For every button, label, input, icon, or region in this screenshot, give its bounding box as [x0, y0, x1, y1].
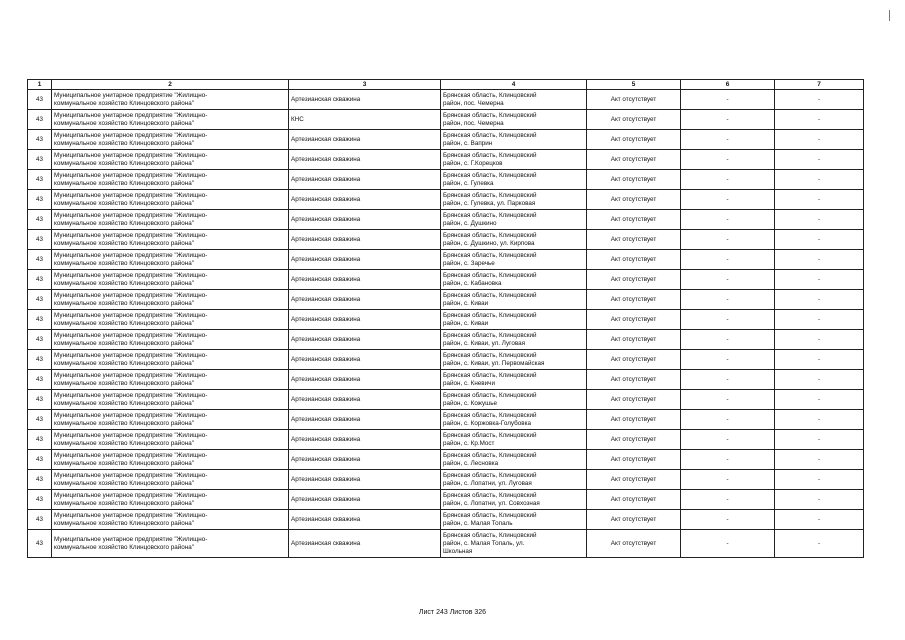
organization-cell [52, 270, 289, 290]
row-number-cell: 43 [28, 390, 52, 410]
act-status-cell: Акт отсутствует [587, 270, 681, 290]
organization-cell [52, 310, 289, 330]
address-cell [441, 450, 587, 470]
column-6-cell: - [681, 530, 775, 558]
address-cell [441, 90, 587, 110]
organization-line: Муниципальное унитарное предприятие "Жилищно- [54, 471, 208, 479]
address-line: район, с. Киваи [443, 299, 489, 307]
column-6-cell: - [681, 370, 775, 390]
object-type-cell: Артезианская скважина [289, 170, 441, 190]
address-line: район, с. Душкино, ул. Кирпова [443, 239, 535, 247]
object-type-cell: Артезианская скважина [289, 510, 441, 530]
object-type-cell: Артезианская скважина [289, 270, 441, 290]
act-status-cell: Акт отсутствует [587, 470, 681, 490]
column-7-cell: - [775, 350, 864, 370]
column-7-cell: - [775, 190, 864, 210]
object-type-cell: Артезианская скважина [289, 290, 441, 310]
act-status-cell: Акт отсутствует [587, 170, 681, 190]
act-status-cell: Акт отсутствует [587, 510, 681, 530]
act-status-cell: Акт отсутствует [587, 210, 681, 230]
act-status-cell: Акт отсутствует [587, 530, 681, 558]
object-type-cell: Артезианская скважина [289, 430, 441, 450]
column-6-cell: - [681, 310, 775, 330]
organization-cell [52, 210, 289, 230]
organization-cell [52, 290, 289, 310]
act-status-cell: Акт отсутствует [587, 370, 681, 390]
object-type-cell: Артезианская скважина [289, 470, 441, 490]
organization-line: коммунальное хозяйство Клинцовского района" [54, 399, 195, 407]
address-cell [441, 110, 587, 130]
address-line: Брянская область, Клинцовский [443, 391, 537, 399]
organization-line: коммунальное хозяйство Клинцовского района" [54, 479, 195, 487]
column-header: 6 [681, 80, 775, 90]
address-line: Брянская область, Клинцовский [443, 491, 537, 499]
column-6-cell: - [681, 110, 775, 130]
organization-line: Муниципальное унитарное предприятие "Жилищно- [54, 391, 208, 399]
row-number-cell: 43 [28, 470, 52, 490]
organization-line: Муниципальное унитарное предприятие "Жилищно- [54, 371, 208, 379]
address-line: район, с. Киваи, ул. Первомайская [443, 359, 545, 367]
column-7-cell: - [775, 170, 864, 190]
column-6-cell: - [681, 290, 775, 310]
column-7-cell: - [775, 130, 864, 150]
address-line: район, с. Лопатни, ул. Луговая [443, 479, 532, 487]
address-line: Брянская область, Клинцовский [443, 111, 537, 119]
column-header: 7 [775, 80, 864, 90]
column-header: 2 [52, 80, 289, 90]
column-6-cell: - [681, 90, 775, 110]
column-7-cell: - [775, 470, 864, 490]
table-row [28, 390, 864, 410]
column-6-cell: - [681, 270, 775, 290]
table-row [28, 490, 864, 510]
organization-cell [52, 490, 289, 510]
address-line: Брянская область, Клинцовский [443, 531, 537, 539]
organization-line: коммунальное хозяйство Клинцовского района" [54, 199, 195, 207]
row-number-cell: 43 [28, 450, 52, 470]
organization-line: коммунальное хозяйство Клинцовского района" [54, 99, 195, 107]
address-cell [441, 390, 587, 410]
organization-line: Муниципальное унитарное предприятие "Жилищно- [54, 231, 208, 239]
column-7-cell: - [775, 390, 864, 410]
organization-cell [52, 430, 289, 450]
address-line: Брянская область, Клинцовский [443, 291, 537, 299]
column-7-cell: - [775, 490, 864, 510]
column-6-cell: - [681, 210, 775, 230]
address-cell [441, 430, 587, 450]
table-row [28, 430, 864, 450]
column-header: 5 [587, 80, 681, 90]
column-6-cell: - [681, 230, 775, 250]
column-7-cell: - [775, 230, 864, 250]
organization-line: Муниципальное унитарное предприятие "Жилищно- [54, 151, 208, 159]
act-status-cell: Акт отсутствует [587, 110, 681, 130]
column-7-cell: - [775, 110, 864, 130]
row-number-cell: 43 [28, 270, 52, 290]
column-7-cell: - [775, 370, 864, 390]
address-line: Брянская область, Клинцовский [443, 191, 537, 199]
act-status-cell: Акт отсутствует [587, 490, 681, 510]
column-6-cell: - [681, 510, 775, 530]
organization-line: Муниципальное унитарное предприятие "Жилищно- [54, 511, 208, 519]
address-cell [441, 190, 587, 210]
object-type-cell: Артезианская скважина [289, 190, 441, 210]
address-line: Школьная [443, 547, 473, 555]
column-6-cell: - [681, 450, 775, 470]
column-7-cell: - [775, 510, 864, 530]
address-line: район, пос. Чемерна [443, 119, 504, 127]
address-cell [441, 230, 587, 250]
object-type-cell: Артезианская скважина [289, 310, 441, 330]
row-number-cell: 43 [28, 510, 52, 530]
row-number-cell: 43 [28, 130, 52, 150]
address-cell [441, 270, 587, 290]
act-status-cell: Акт отсутствует [587, 410, 681, 430]
address-cell [441, 250, 587, 270]
address-cell [441, 290, 587, 310]
row-number-cell: 43 [28, 250, 52, 270]
table-row [28, 330, 864, 350]
column-7-cell: - [775, 270, 864, 290]
row-number-cell: 43 [28, 290, 52, 310]
row-number-cell: 43 [28, 310, 52, 330]
organization-line: Муниципальное унитарное предприятие "Жилищно- [54, 431, 208, 439]
address-cell [441, 470, 587, 490]
object-type-cell: Артезианская скважина [289, 370, 441, 390]
address-cell [441, 370, 587, 390]
organization-line: Муниципальное унитарное предприятие "Жилищно- [54, 411, 208, 419]
address-line: район, с. Коржовка-Голубовка [443, 419, 531, 427]
column-6-cell: - [681, 250, 775, 270]
organization-line: коммунальное хозяйство Клинцовского района" [54, 543, 195, 551]
header-row [28, 80, 864, 90]
address-line: район, с. Киваи, ул. Луговая [443, 339, 526, 347]
row-number-cell: 43 [28, 430, 52, 450]
column-7-cell: - [775, 310, 864, 330]
address-line: район, с. Лесновка [443, 459, 499, 467]
organization-line: Муниципальное унитарное предприятие "Жилищно- [54, 291, 208, 299]
object-type-cell: Артезианская скважина [289, 250, 441, 270]
object-type-cell: Артезианская скважина [289, 90, 441, 110]
address-line: Брянская область, Клинцовский [443, 411, 537, 419]
column-6-cell: - [681, 150, 775, 170]
organization-line: коммунальное хозяйство Клинцовского района" [54, 319, 195, 327]
table-row [28, 90, 864, 110]
address-cell [441, 410, 587, 430]
organization-line: коммунальное хозяйство Клинцовского района" [54, 439, 195, 447]
table-row [28, 370, 864, 390]
organization-line: коммунальное хозяйство Клинцовского района" [54, 119, 195, 127]
address-line: Брянская область, Клинцовский [443, 131, 537, 139]
address-line: район, с. Душкино [443, 219, 497, 227]
act-status-cell: Акт отсутствует [587, 330, 681, 350]
column-6-cell: - [681, 430, 775, 450]
column-7-cell: - [775, 90, 864, 110]
organization-cell [52, 530, 289, 558]
object-type-cell: Артезианская скважина [289, 130, 441, 150]
organization-cell [52, 230, 289, 250]
table-row [28, 110, 864, 130]
organization-line: коммунальное хозяйство Клинцовского района" [54, 239, 195, 247]
act-status-cell: Акт отсутствует [587, 310, 681, 330]
organization-line: Муниципальное унитарное предприятие "Жилищно- [54, 251, 208, 259]
organization-cell [52, 510, 289, 530]
column-6-cell: - [681, 410, 775, 430]
object-type-cell: Артезианская скважина [289, 390, 441, 410]
act-status-cell: Акт отсутствует [587, 90, 681, 110]
address-line: Брянская область, Клинцовский [443, 151, 537, 159]
address-cell [441, 530, 587, 558]
edge-mark [889, 10, 890, 21]
table-row [28, 130, 864, 150]
row-number-cell: 43 [28, 230, 52, 250]
organization-line: Муниципальное унитарное предприятие "Жилищно- [54, 451, 208, 459]
act-status-cell: Акт отсутствует [587, 150, 681, 170]
table-row [28, 450, 864, 470]
organization-line: коммунальное хозяйство Клинцовского района" [54, 339, 195, 347]
column-7-cell: - [775, 250, 864, 270]
address-line: Брянская область, Клинцовский [443, 271, 537, 279]
address-line: район, с. Гулевка, ул. Парковая [443, 199, 536, 207]
column-header: 1 [28, 80, 52, 90]
object-type-cell: Артезианская скважина [289, 450, 441, 470]
address-line: Брянская область, Клинцовский [443, 371, 537, 379]
act-status-cell: Акт отсутствует [587, 230, 681, 250]
column-6-cell: - [681, 190, 775, 210]
table-row [28, 210, 864, 230]
organization-line: Муниципальное унитарное предприятие "Жилищно- [54, 131, 208, 139]
organization-line: Муниципальное унитарное предприятие "Жилищно- [54, 491, 208, 499]
address-line: район, с. Кожушье [443, 399, 498, 407]
object-type-cell: Артезианская скважина [289, 230, 441, 250]
address-line: Брянская область, Клинцовский [443, 171, 537, 179]
column-header: 3 [289, 80, 441, 90]
register-table [27, 79, 864, 558]
address-line: Брянская область, Клинцовский [443, 251, 537, 259]
column-6-cell: - [681, 330, 775, 350]
object-type-cell: Артезианская скважина [289, 210, 441, 230]
table-row [28, 150, 864, 170]
object-type-cell: Артезианская скважина [289, 530, 441, 558]
column-7-cell: - [775, 530, 864, 558]
row-number-cell: 43 [28, 110, 52, 130]
organization-cell [52, 470, 289, 490]
address-line: район, с. Лопатни, ул. Совхозная [443, 499, 540, 507]
address-line: район, с. Ваприн [443, 139, 493, 147]
organization-line: Муниципальное унитарное предприятие "Жилищно- [54, 111, 208, 119]
organization-cell [52, 450, 289, 470]
organization-line: коммунальное хозяйство Клинцовского района" [54, 299, 195, 307]
table-row [28, 230, 864, 250]
organization-cell [52, 250, 289, 270]
organization-cell [52, 330, 289, 350]
organization-line: коммунальное хозяйство Клинцовского района" [54, 459, 195, 467]
organization-line: коммунальное хозяйство Клинцовского района" [54, 259, 195, 267]
address-line: Брянская область, Клинцовский [443, 351, 537, 359]
address-line: район, с. Киваи [443, 319, 489, 327]
column-6-cell: - [681, 130, 775, 150]
object-type-cell: Артезианская скважина [289, 410, 441, 430]
table-row [28, 170, 864, 190]
act-status-cell: Акт отсутствует [587, 130, 681, 150]
address-cell [441, 350, 587, 370]
address-line: Брянская область, Клинцовский [443, 431, 537, 439]
column-7-cell: - [775, 430, 864, 450]
organization-line: коммунальное хозяйство Клинцовского района" [54, 379, 195, 387]
column-6-cell: - [681, 490, 775, 510]
address-cell [441, 170, 587, 190]
organization-line: Муниципальное унитарное предприятие "Жилищно- [54, 171, 208, 179]
address-cell [441, 210, 587, 230]
address-line: Брянская область, Клинцовский [443, 211, 537, 219]
organization-line: коммунальное хозяйство Клинцовского района" [54, 499, 195, 507]
row-number-cell: 43 [28, 410, 52, 430]
address-cell [441, 490, 587, 510]
organization-cell [52, 190, 289, 210]
address-cell [441, 150, 587, 170]
column-6-cell: - [681, 170, 775, 190]
object-type-cell: Артезианская скважина [289, 350, 441, 370]
address-line: Брянская область, Клинцовский [443, 231, 537, 239]
table-row [28, 410, 864, 430]
page-footer: Лист 243 Листов 326 [418, 609, 487, 616]
row-number-cell: 43 [28, 210, 52, 230]
address-line: район, с. Малая Топаль, ул. [443, 539, 525, 547]
address-line: район, с. Заречье [443, 259, 495, 267]
organization-cell [52, 410, 289, 430]
table-row [28, 250, 864, 270]
column-header: 4 [441, 80, 587, 90]
row-number-cell: 43 [28, 530, 52, 558]
column-7-cell: - [775, 150, 864, 170]
table-row [28, 510, 864, 530]
organization-line: Муниципальное унитарное предприятие "Жилищно- [54, 311, 208, 319]
organization-cell [52, 390, 289, 410]
column-7-cell: - [775, 410, 864, 430]
object-type-cell: Артезианская скважина [289, 150, 441, 170]
address-line: Брянская область, Клинцовский [443, 91, 537, 99]
column-7-cell: - [775, 450, 864, 470]
row-number-cell: 43 [28, 370, 52, 390]
address-line: Брянская область, Клинцовский [443, 511, 537, 519]
table-row [28, 530, 864, 558]
act-status-cell: Акт отсутствует [587, 390, 681, 410]
act-status-cell: Акт отсутствует [587, 430, 681, 450]
organization-cell [52, 90, 289, 110]
object-type-cell: КНС [289, 110, 441, 130]
address-cell [441, 310, 587, 330]
table-row [28, 310, 864, 330]
organization-cell [52, 170, 289, 190]
address-line: район, с. Гулевка [443, 179, 494, 187]
address-line: Брянская область, Клинцовский [443, 471, 537, 479]
act-status-cell: Акт отсутствует [587, 190, 681, 210]
address-line: Брянская область, Клинцовский [443, 451, 537, 459]
address-line: район, с. Г.Корецков [443, 159, 503, 167]
column-6-cell: - [681, 470, 775, 490]
table-row [28, 270, 864, 290]
address-line: Брянская область, Клинцовский [443, 331, 537, 339]
row-number-cell: 43 [28, 330, 52, 350]
table-row [28, 350, 864, 370]
organization-cell [52, 150, 289, 170]
organization-line: коммунальное хозяйство Клинцовского района" [54, 159, 195, 167]
address-cell [441, 510, 587, 530]
organization-cell [52, 370, 289, 390]
object-type-cell: Артезианская скважина [289, 330, 441, 350]
act-status-cell: Акт отсутствует [587, 350, 681, 370]
address-line: район, с. Малая Топаль [443, 519, 513, 527]
row-number-cell: 43 [28, 350, 52, 370]
organization-line: Муниципальное унитарное предприятие "Жилищно- [54, 191, 208, 199]
organization-line: Муниципальное унитарное предприятие "Жилищно- [54, 331, 208, 339]
table-row [28, 190, 864, 210]
address-line: Брянская область, Клинцовский [443, 311, 537, 319]
organization-line: Муниципальное унитарное предприятие "Жилищно- [54, 271, 208, 279]
organization-line: коммунальное хозяйство Клинцовского района" [54, 279, 195, 287]
address-line: район, с. Кр.Мост [443, 439, 495, 447]
organization-line: коммунальное хозяйство Клинцовского района" [54, 179, 195, 187]
organization-line: Муниципальное унитарное предприятие "Жилищно- [54, 91, 208, 99]
row-number-cell: 43 [28, 490, 52, 510]
organization-line: Муниципальное унитарное предприятие "Жилищно- [54, 351, 208, 359]
organization-line: коммунальное хозяйство Клинцовского района" [54, 519, 195, 527]
object-type-cell: Артезианская скважина [289, 490, 441, 510]
row-number-cell: 43 [28, 170, 52, 190]
act-status-cell: Акт отсутствует [587, 450, 681, 470]
column-7-cell: - [775, 330, 864, 350]
act-status-cell: Акт отсутствует [587, 250, 681, 270]
column-7-cell: - [775, 210, 864, 230]
row-number-cell: 43 [28, 90, 52, 110]
organization-line: Муниципальное унитарное предприятие "Жилищно- [54, 211, 208, 219]
column-7-cell: - [775, 290, 864, 310]
organization-line: Муниципальное унитарное предприятие "Жилищно- [54, 535, 208, 543]
act-status-cell: Акт отсутствует [587, 290, 681, 310]
organization-line: коммунальное хозяйство Клинцовского района" [54, 419, 195, 427]
organization-line: коммунальное хозяйство Клинцовского района" [54, 219, 195, 227]
row-number-cell: 43 [28, 150, 52, 170]
address-cell [441, 330, 587, 350]
address-cell [441, 130, 587, 150]
address-line: район, с. Кневичи [443, 379, 495, 387]
organization-cell [52, 350, 289, 370]
column-6-cell: - [681, 350, 775, 370]
table-row [28, 470, 864, 490]
row-number-cell: 43 [28, 190, 52, 210]
address-line: район, пос. Чемерна [443, 99, 504, 107]
table-row [28, 290, 864, 310]
organization-line: коммунальное хозяйство Клинцовского района" [54, 139, 195, 147]
address-line: район, с. Кабановка [443, 279, 502, 287]
organization-line: коммунальное хозяйство Клинцовского района" [54, 359, 195, 367]
column-6-cell: - [681, 390, 775, 410]
organization-cell [52, 110, 289, 130]
organization-cell [52, 130, 289, 150]
